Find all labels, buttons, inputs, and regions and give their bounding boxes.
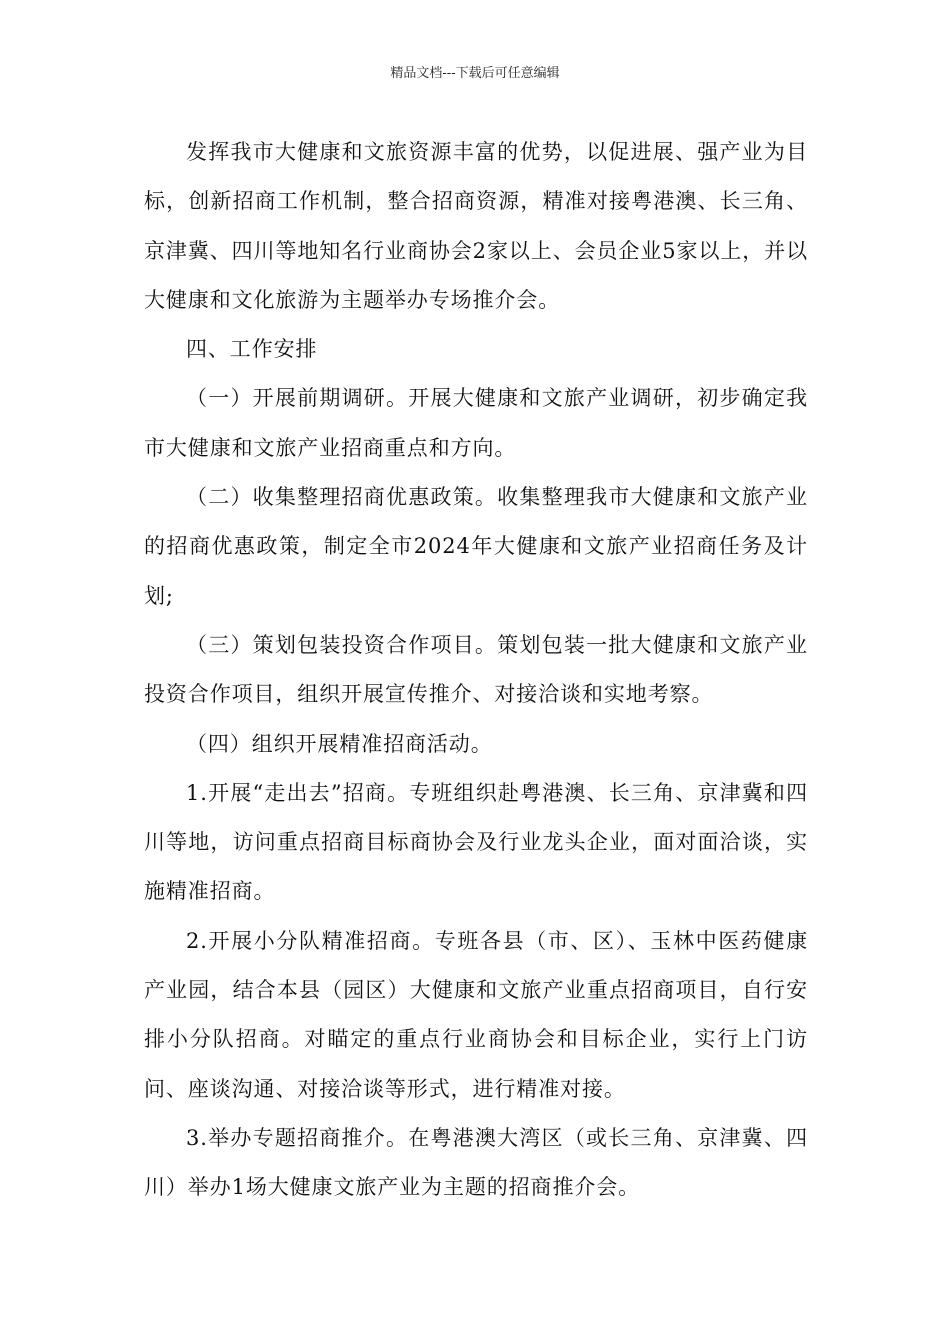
section-heading-work-arrangement: 四、工作安排 — [186, 337, 318, 362]
paragraph-subitem-2: 2.开展小分队精准招商。专班各县（市、区）、玉林中医药健康产业园，结合本县（园区）大健康和文旅产业重点招商项目，自行安排小分队招商。对瞄定的重点行业商协会和目标企业，实行上门访问、座谈沟通、对接洽谈等形式，进行精准对接。 — [144, 928, 808, 1101]
paragraph-item-3: （三）策划包装投资合作项目。策划包装一批大健康和文旅产业投资合作项目，组织开展宣传推介、对接洽谈和实地考察。 — [144, 632, 808, 707]
paragraph-subitem-3: 3.举办专题招商推介。在粤港澳大湾区（或长三角、京津冀、四川）举办1场大健康文旅产业为主题的招商推介会。 — [144, 1125, 808, 1200]
document-body — [144, 128, 808, 1213]
paragraph-goal: 发挥我市大健康和文旅资源丰富的优势，以促进展、强产业为目标，创新招商工作机制，整合招商资源，精准对接粤港澳、长三角、京津冀、四川等地知名行业商协会2家以上、会员企业5家以上，并以大健康和文化旅游为主题举办专场推介会。 — [144, 140, 808, 312]
page-header: 精品文档---下载后可任意编辑 — [390, 66, 560, 81]
paragraph-item-4: （四）组织开展精准招商活动。 — [186, 731, 493, 756]
paragraph-item-2: （二）收集整理招商优惠政策。收集整理我市大健康和文旅产业的招商优惠政策，制定全市2024年大健康和文旅产业招商任务及计划; — [144, 485, 808, 608]
paragraph-item-1: （一）开展前期调研。开展大健康和文旅产业调研，初步确定我市大健康和文旅产业招商重点和方向。 — [144, 386, 808, 460]
paragraph-subitem-1: 1.开展“走出去”招商。专班组织赴粤港澳、长三角、京津冀和四川等地，访问重点招商目标商协会及行业龙头企业，面对面洽谈，实施精准招商。 — [144, 780, 808, 904]
